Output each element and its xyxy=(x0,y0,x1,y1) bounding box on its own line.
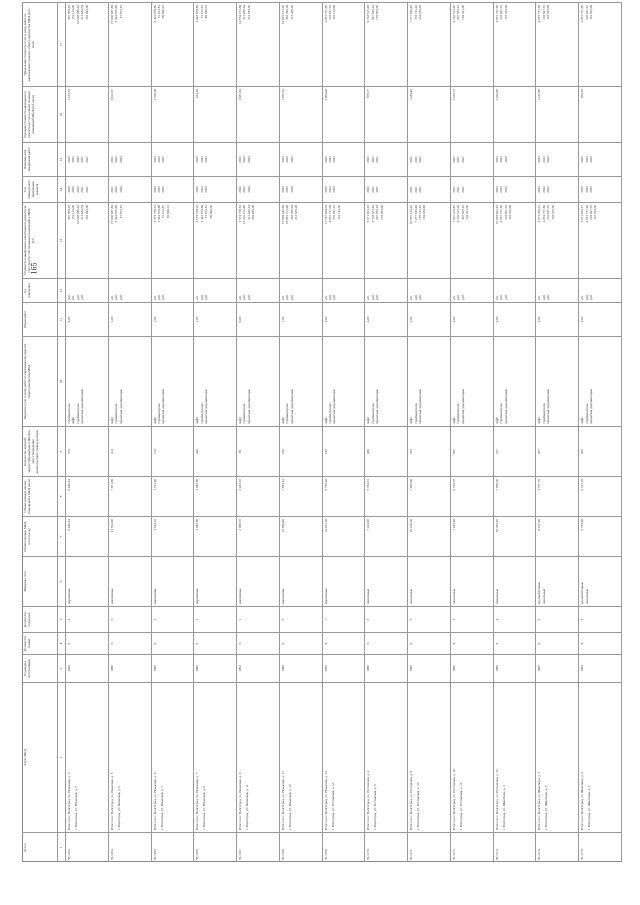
cell-entr: 2 xyxy=(536,606,578,632)
cell-spec: 1 264,83 xyxy=(494,86,536,142)
cell-lim: 4 851 757,60 103 827,61 116 335,00 xyxy=(494,2,536,86)
cell-people: 228 xyxy=(365,426,407,476)
cell-lim: 7 277 636,40 155 741,42 134 036,00 xyxy=(408,2,450,86)
cell-spec: 2 013,67 xyxy=(109,86,151,142)
cell-floors: 9 xyxy=(237,632,279,654)
cell-year: 1980 xyxy=(451,654,493,682)
cell-y1: 2022 2022 2022 xyxy=(323,176,365,202)
header-cell: Материал стен xyxy=(22,556,57,606)
cell-vol: 6,00 xyxy=(66,302,108,336)
cell-spec: 1 081,62 xyxy=(237,86,279,142)
cell-area: 6 795,80 xyxy=(579,516,621,556)
cell-addr: г. Волгоград, ул. Шекспира, д. 3 xyxy=(494,682,536,832)
cell-wall: панельные xyxy=(365,556,407,606)
cell-id: 56.1167. xyxy=(237,832,279,862)
cell-id: 56.1166. xyxy=(194,832,236,862)
cell-id: 56.1168. xyxy=(280,832,322,862)
table-row xyxy=(66,2,109,862)
cell-units: шт. руб. руб. xyxy=(323,278,365,302)
cell-area: 3 524,10 xyxy=(152,516,194,556)
header-cell: Перечень услуг и (или) работ по капитальному ремонту общего имущества МКД xyxy=(22,336,57,426)
cell-works: лифт стройконтроль проектная документация xyxy=(323,336,365,426)
cell-y2: 2021 2022 2022 xyxy=(109,142,151,176)
cell-area: 10 168,30 xyxy=(408,516,450,556)
cell-people: 214 xyxy=(109,426,151,476)
cell-addr: г. Волгоград, ул. Шекспира, д. 5 xyxy=(536,682,578,832)
cell-addr: г. Волгоград, ул. Рязанская, д. 5 xyxy=(66,682,108,832)
table-row xyxy=(152,2,195,862)
cell-works: лифт стройконтроль проектная документация xyxy=(365,336,407,426)
column-number-cell: 4 xyxy=(58,632,65,654)
column-number-cell: 2 xyxy=(58,682,65,832)
cell-entr: 6 xyxy=(109,606,151,632)
cell-cost: 7 567 413,82 9 703 515,20 207 655,23 154 321,00 xyxy=(451,202,493,278)
column-number-cell: 16 xyxy=(58,86,65,142)
cell-area: 14 251,30 xyxy=(323,516,365,556)
column-number-cell: 1 xyxy=(58,832,65,862)
cell-cost: 10 065 491,43 4 851 757,60 103 827,61 116 335,00 xyxy=(494,202,536,278)
cell-y2: 2021 2021 2021 xyxy=(451,142,493,176)
cell-units: шт. руб. руб. xyxy=(451,278,493,302)
cell-y1: 2022 2022 2022 xyxy=(280,176,322,202)
cell-year: 1992 xyxy=(237,654,279,682)
cell-y2: 2022 2022 2022 xyxy=(536,142,578,176)
cell-vol: 1,00 xyxy=(152,302,194,336)
cell-year: 1980 xyxy=(365,654,407,682)
cell-spec: 634,00 xyxy=(194,86,236,142)
cell-wall: крупноблочные панельные xyxy=(536,556,578,606)
cell-y1: 2022 2022 2022 xyxy=(194,176,236,202)
cell-y1: 2022 2022 2022 xyxy=(536,176,578,202)
table-row xyxy=(365,2,408,862)
cell-wall: кирпичные xyxy=(323,556,365,606)
cell-works: лифт стройконтроль проектная документация xyxy=(536,336,578,426)
header-cell: Удельная стоимость капитального ремонта на 1 кв.м общей площади помещений МКД (руб./кв.м) xyxy=(22,86,57,142)
cell-floors: 9 xyxy=(152,632,194,654)
header-cell: Общая площадь МКД, всего (кв.м) xyxy=(22,516,57,556)
header-cell: Количество жителей, зарегистрированных в МКД на дату утверждения краткосрочного плана (человек) xyxy=(22,426,57,476)
table-row xyxy=(408,2,451,862)
cell-addr: г. Волгоград, ул. Рязанская, д. 13 xyxy=(280,682,322,832)
cell-floors: 9 xyxy=(280,632,322,654)
cell-cost: 5 071 920,21 4 851 757,60 103 827,61 116 335,00 xyxy=(536,202,578,278)
cell-cost: 5 071 920,21 4 851 757,60 103 827,61 116 335,00 xyxy=(579,202,621,278)
cell-live: 1 511,00 xyxy=(152,476,194,516)
row-total-label: Итого по г. Волгоград, ул. Шекспира, д. 3 xyxy=(537,771,542,830)
cell-floors: 9 xyxy=(109,632,151,654)
cell-live: 2 452,10 xyxy=(237,476,279,516)
table-row xyxy=(579,2,622,862)
cell-cost: 207 655,23 151 114,00 10 068 286,43 311 482,34 193 892,00 xyxy=(66,202,108,278)
cell-vol: 2,00 xyxy=(323,302,365,336)
table-row xyxy=(536,2,579,862)
cell-year: 1984 xyxy=(66,654,108,682)
cell-year: 1995 xyxy=(323,654,365,682)
header-cell: Объем работ xyxy=(22,302,57,336)
cell-y2: 2021 2021 2021 xyxy=(408,142,450,176)
cell-wall: панельные xyxy=(408,556,450,606)
cell-people: 114 xyxy=(152,426,194,476)
cell-works: лифт стройконтроль проектная документация xyxy=(237,336,279,426)
cell-id: 56.1169. xyxy=(323,832,365,862)
cell-addr: г. Волгоград, ул. Шекспира, д. 7 xyxy=(579,682,621,832)
cell-id: 56.1170. xyxy=(365,832,407,862)
column-number-cell: 9 xyxy=(58,426,65,476)
cell-area: 7 414,90 xyxy=(365,516,407,556)
header-cell: Ед. измерения xyxy=(22,278,57,302)
row-total-label: Итого по г. Волгоград, ул. Рязанская, д. 5 xyxy=(109,772,114,830)
cell-people: 374 xyxy=(66,426,108,476)
cell-lim: 207 655,23 151 114,00 10 068 286,43 311 482,34 193 892,00 xyxy=(66,2,108,86)
cell-live: 8 640,23 xyxy=(66,476,108,516)
cell-live: 5 315,10 xyxy=(579,476,621,516)
cell-entr: 1 xyxy=(152,606,194,632)
cell-year: 1993 xyxy=(579,654,621,682)
cell-lim: 4 851 757,60 103 827,61 116 124,00 xyxy=(323,2,365,86)
cell-live: 7 693,43 xyxy=(280,476,322,516)
cell-live: 7 958,30 xyxy=(494,476,536,516)
cell-cost: 2 574 738,61 2 423 878,80 51 913,81 96 946,00 xyxy=(194,202,236,278)
cell-entr: 2 xyxy=(579,606,621,632)
cell-units: шт. руб. руб. xyxy=(579,278,621,302)
cell-id: 56.1171. xyxy=(408,832,450,862)
cell-works: лифт стройконтроль проектная документация xyxy=(579,336,621,426)
cell-units: шт. руб. руб. xyxy=(536,278,578,302)
cell-live: 7 871,86 xyxy=(109,476,151,516)
cell-floors: 9 xyxy=(194,632,236,654)
header-cell: Год планируемого завершения ремонта xyxy=(22,176,57,202)
cell-area: 12 980,40 xyxy=(280,516,322,556)
cell-people: 317 xyxy=(494,426,536,476)
table-row xyxy=(280,2,323,862)
cell-cost: 17 557 929,34 4 851 757,60 103 827,61 116 124,00 xyxy=(323,202,365,278)
document-sheet xyxy=(22,2,622,862)
cell-lim: 9 703 515,20 207 655,23 155 963,00 xyxy=(365,2,407,86)
cell-y1: 2021 2022 2022 xyxy=(109,176,151,202)
header-cell: Предельная стоимость услуг и (или) работ по капитальному ремонту общего имущества МКД (руб./кв.м) xyxy=(22,2,57,86)
cell-year: 1988 xyxy=(280,654,322,682)
cell-id: 56.1172. xyxy=(451,832,493,862)
cell-addr: г. Волгоград, ул. Рязанская, д. 11 xyxy=(237,682,279,832)
cell-y2: 2022 2022 2022 xyxy=(323,142,365,176)
cell-lim: 2 423 878,80 51 913,81 96 946,01 xyxy=(194,2,236,86)
cell-live: 5 762,78 xyxy=(451,476,493,516)
cell-cost: 15 608 687,84 2 423 878,80 51 913,81 xyxy=(109,202,151,278)
cell-units: шт. руб. руб. xyxy=(408,278,450,302)
table-header-row xyxy=(22,2,58,862)
cell-addr: г. Волгоград, ул. Ростовская, д. 13 xyxy=(323,682,365,832)
table-row xyxy=(109,2,152,862)
cell-units: шт. руб. руб. xyxy=(237,278,279,302)
column-number-cell: 17 xyxy=(58,2,65,86)
row-total-label: Итого по г. Волгоград, ул. Рязанская, д. 9 xyxy=(238,772,243,830)
cell-y1: 2022 2022 2022 xyxy=(494,176,536,202)
cell-units: шт. руб. руб. xyxy=(194,278,236,302)
cell-lim: 2 423 878,80 51 913,81 96 946,01 xyxy=(152,2,194,86)
column-number-cell: 11 xyxy=(58,302,65,336)
cell-wall: кирпичные xyxy=(280,556,322,606)
cell-units: шт. руб. руб. xyxy=(280,278,322,302)
table-row xyxy=(451,2,494,862)
cell-year: 1983 xyxy=(152,654,194,682)
cell-vol: 2,00 xyxy=(494,302,536,336)
row-total-label: Итого по г. Волгоград, ул. Ростовская, д. 8 xyxy=(409,770,414,830)
row-total-label: Итого по г. Волгоград, ул. Рязанская, д. 6 xyxy=(152,772,157,830)
row-total-label: Итого по г. Волгоград, ул. Рязанская, д. 3 xyxy=(67,772,71,830)
cell-id: 56.1164. xyxy=(109,832,151,862)
cell-area: 3 988,70 xyxy=(237,516,279,556)
cell-spec: 954,25 xyxy=(579,86,621,142)
cell-units: шт. руб. руб. xyxy=(152,278,194,302)
cell-cost: 2 575 758,61 2 423 878,80 51 913,81 96 946,01 xyxy=(152,202,194,278)
row-total-label: Итого по г. Волгоград, ул. Ростовская, д. 4 xyxy=(366,770,371,830)
cell-lim: 4 851 757,60 103 827,61 116 335,00 xyxy=(579,2,621,86)
cell-id: 56.1163. xyxy=(66,832,108,862)
cell-lim: 14 552 272,80 311 482,34 213 385,00 xyxy=(237,2,279,86)
cell-y1: 2022 2021 2021 xyxy=(365,176,407,202)
cell-lim: 4 851 757,60 103 827,61 116 335,00 xyxy=(536,2,578,86)
table-row xyxy=(494,2,537,862)
cell-people: 240 xyxy=(194,426,236,476)
cell-vol: 2,00 xyxy=(579,302,621,336)
cell-spec: 2 004,48 xyxy=(323,86,365,142)
cell-wall: крупноблочные панельные xyxy=(579,556,621,606)
row-total-label: Итого по г. Волгоград, ул. Рязанская, д. 11 xyxy=(280,771,285,830)
cell-vol: 7,00 xyxy=(280,302,322,336)
cell-live: 8 759,30 xyxy=(323,476,365,516)
cell-wall: кирпичные xyxy=(194,556,236,606)
cell-spec: 1 708,00 xyxy=(152,86,194,142)
cell-floors: 9 xyxy=(536,632,578,654)
page-number: 165 xyxy=(29,262,39,275)
cell-entr: 3 xyxy=(451,606,493,632)
cell-floors: 9 xyxy=(451,632,493,654)
cell-entr: 4 xyxy=(66,606,108,632)
header-cell: Количество этажей xyxy=(22,632,57,654)
cell-units: шт. руб. руб. xyxy=(494,278,536,302)
column-number-cell: 10 xyxy=(58,336,65,426)
cell-people: 195 xyxy=(323,426,365,476)
row-total-label: Итого по г. Волгоград, ул. Ростовская, д. 12 xyxy=(494,769,499,830)
cell-people: 207 xyxy=(536,426,578,476)
cell-entr: 7 xyxy=(323,606,365,632)
cell-floors: 9 xyxy=(365,632,407,654)
cell-live: 7 809,80 xyxy=(408,476,450,516)
cell-area: 7 426,50 xyxy=(451,516,493,556)
cell-units: руб. шт. руб. руб. xyxy=(66,278,108,302)
cell-year: 1983 xyxy=(408,654,450,682)
cell-floors: 9 xyxy=(494,632,536,654)
cell-y1: 2022 2022 2022 xyxy=(579,176,621,202)
row-total-label: Итого по г. Волгоград, ул. Ростовская, д. 10 xyxy=(451,769,456,830)
cell-works: стройконтроль лифт стройконтроль проектная документация xyxy=(66,336,108,426)
column-number-cell: 12 xyxy=(58,278,65,302)
cell-people: 216 xyxy=(280,426,322,476)
cell-wall: кирпичные xyxy=(152,556,194,606)
cell-works: лифт стройконтроль проектная документация xyxy=(451,336,493,426)
cell-cost: 5 071 821,21 9 703 515,20 207 655,23 155 963,00 xyxy=(365,202,407,278)
cell-entr: 3 xyxy=(365,606,407,632)
cell-id: 56.1173. xyxy=(494,832,536,862)
column-number-cell: 3 xyxy=(58,654,65,682)
cell-lim: 15 608 687,84 2 423 878,80 51 913,81 xyxy=(109,2,151,86)
cell-vol: 1,00 xyxy=(109,302,151,336)
cell-cost: 10 067 133,43 7 277 636,40 155 741,42 134 036,00 xyxy=(408,202,450,278)
cell-people: 257 xyxy=(451,426,493,476)
cell-area: 8 167,00 xyxy=(536,516,578,556)
column-number-cell: 14 xyxy=(58,176,65,202)
row-total-label: Итого по г. Волгоград, ул. Рязанская, д. 13 xyxy=(323,770,328,830)
cell-works: лифт стройконтроль проектная документация xyxy=(494,336,536,426)
cell-entr: 6 xyxy=(280,606,322,632)
column-number-cell: 7 xyxy=(58,516,65,556)
column-number-cell: 15 xyxy=(58,142,65,176)
cell-year: 1986 xyxy=(194,654,236,682)
header-cell: Общая площадь жилых помещений в МКД (кв.м) xyxy=(22,476,57,516)
cell-vol: 3,00 xyxy=(408,302,450,336)
cell-wall: кирпичные xyxy=(237,556,279,606)
cell-vol: 6,00 xyxy=(237,302,279,336)
cell-cost: 15 069 645,64 16 981 151,06 363 396,64 213 385,00 xyxy=(280,202,322,278)
cell-entr: 1 xyxy=(237,606,279,632)
cell-y2: 2022 2022 2022 xyxy=(194,142,236,176)
header-cell: Стоимость планируемого капитального ремонта за счет средств собственников помещений в МКД, руб. xyxy=(22,202,57,278)
cell-spec: 1 165,35 xyxy=(66,86,108,142)
cell-id: 56.1165. xyxy=(152,832,194,862)
cell-spec: 1 282,46 xyxy=(408,86,450,142)
cell-y2: 2022 2022 2022 xyxy=(237,142,279,176)
cell-entr: 4 xyxy=(494,606,536,632)
cell-works: лифт стройконтроль проектная документация xyxy=(152,336,194,426)
cell-entr: 1 xyxy=(194,606,236,632)
cell-works: лифт стройконтроль проектная документация xyxy=(109,336,151,426)
cell-people: 85 xyxy=(237,426,279,476)
cell-works: лифт стройконтроль проектная документация xyxy=(194,336,236,426)
cell-vol: 2,00 xyxy=(536,302,578,336)
cell-works: лифт стройконтроль проектная документация xyxy=(408,336,450,426)
header-cell: Адрес МКД xyxy=(22,682,57,832)
cell-addr: г. Волгоград, ул. Ростовская, д. 12 xyxy=(451,682,493,832)
cell-people: 323 xyxy=(408,426,450,476)
header-cell: Плановая дата завершения работ xyxy=(22,142,57,176)
cell-wall: панельные xyxy=(451,556,493,606)
cell-id: 56.1174. xyxy=(536,832,578,862)
cell-y1: 2022 2022 2022 xyxy=(152,176,194,202)
cell-floors: 9 xyxy=(408,632,450,654)
cell-works: лифт стройконтроль проектная документация xyxy=(280,336,322,426)
cell-lim: 16 981 151,06 363 396,64 213 385,00 xyxy=(280,2,322,86)
cell-addr: г. Волгоград, ул. Ростовская, д. 10 xyxy=(408,682,450,832)
cell-entr: 3 xyxy=(408,606,450,632)
table-row xyxy=(194,2,237,862)
cell-year: 1980 xyxy=(109,654,151,682)
column-number-row xyxy=(58,2,66,862)
cell-y1: 2022 2022 2022 xyxy=(237,176,279,202)
cell-addr: г. Волгоград, ул. Рязанская, д. 9 xyxy=(194,682,236,832)
cell-live: 5 764,31 xyxy=(365,476,407,516)
table-row xyxy=(237,2,280,862)
row-total-label: Итого по г. Волгоград, ул. Шекспира, д. 5 xyxy=(580,771,585,830)
header-cell: № п/п xyxy=(22,832,57,862)
column-number-cell: 8 xyxy=(58,476,65,516)
cell-spec: 1 316,73 xyxy=(451,86,493,142)
cell-y2: 2022 2022 2022 xyxy=(579,142,621,176)
cell-spec: 879,77 xyxy=(365,86,407,142)
cell-y2: 2022 2022 2022 xyxy=(494,142,536,176)
cell-wall: кирпичные xyxy=(66,556,108,606)
cell-vol: 4,00 xyxy=(451,302,493,336)
cell-area: 12 554,90 xyxy=(109,516,151,556)
cell-area: 4 060,50 xyxy=(194,516,236,556)
column-number-cell: 13 xyxy=(58,202,65,278)
cell-year: 1988 xyxy=(494,654,536,682)
cell-y2: 2022 2022 2022 xyxy=(280,142,322,176)
cell-wall: кирпичные xyxy=(109,556,151,606)
table-row xyxy=(323,2,366,862)
cell-people: 205 xyxy=(579,426,621,476)
cell-y1: 2021 2021 2021 xyxy=(451,176,493,202)
cell-floors: 9 xyxy=(66,632,108,654)
cell-cost: 2 574 738,61 14 552 272,80 311 482,34 193 892,00 xyxy=(237,202,279,278)
cell-spec: 1 412,89 xyxy=(536,86,578,142)
cell-id: 56.1175. xyxy=(579,832,621,862)
cell-floors: 9 xyxy=(579,632,621,654)
cell-wall: панельные xyxy=(494,556,536,606)
cell-y2: 2022 2022 2022 xyxy=(152,142,194,176)
column-number-cell: 6 xyxy=(58,556,65,606)
rotated-table xyxy=(22,2,622,862)
cell-year: 1995 xyxy=(536,654,578,682)
cell-floors: 9 xyxy=(323,632,365,654)
cell-vol: 1,00 xyxy=(194,302,236,336)
cell-y1: 2023 2022 2022 2021 2021 xyxy=(66,176,108,202)
cell-units: шт. руб. руб. xyxy=(365,278,407,302)
cell-addr: г. Волгоград, ул. Рязанская, д. 6 xyxy=(109,682,151,832)
cell-live: 4 060,50 xyxy=(194,476,236,516)
cell-y2: 2022 2021 2021 xyxy=(365,142,407,176)
cell-live: 3 797,70 xyxy=(536,476,578,516)
column-number-cell: 5 xyxy=(58,606,65,632)
cell-spec: 1 957,61 xyxy=(280,86,322,142)
cell-y1: 2021 2021 2021 xyxy=(408,176,450,202)
cell-y2: 2022 2022 2022 2021 2021 xyxy=(66,142,108,176)
cell-area: 8 640,23 xyxy=(66,516,108,556)
header-cell: Количество подъездов xyxy=(22,606,57,632)
cell-units: шт. руб. руб. xyxy=(109,278,151,302)
cell-vol: 4,00 xyxy=(365,302,407,336)
cell-addr: г. Волгоград, ул. Рязанская, д. 7 xyxy=(152,682,194,832)
cell-area: 10 365,20 xyxy=(494,516,536,556)
header-cell: Год ввода в эксплуатацию xyxy=(22,654,57,682)
cell-addr: г. Волгоград, ул. Ростовская, д. 8 xyxy=(365,682,407,832)
row-total-label: Итого по г. Волгоград, ул. Рязанская, д. 7 xyxy=(195,772,200,830)
cell-lim: 9 703 515,20 207 655,23 154 321,00 xyxy=(451,2,493,86)
